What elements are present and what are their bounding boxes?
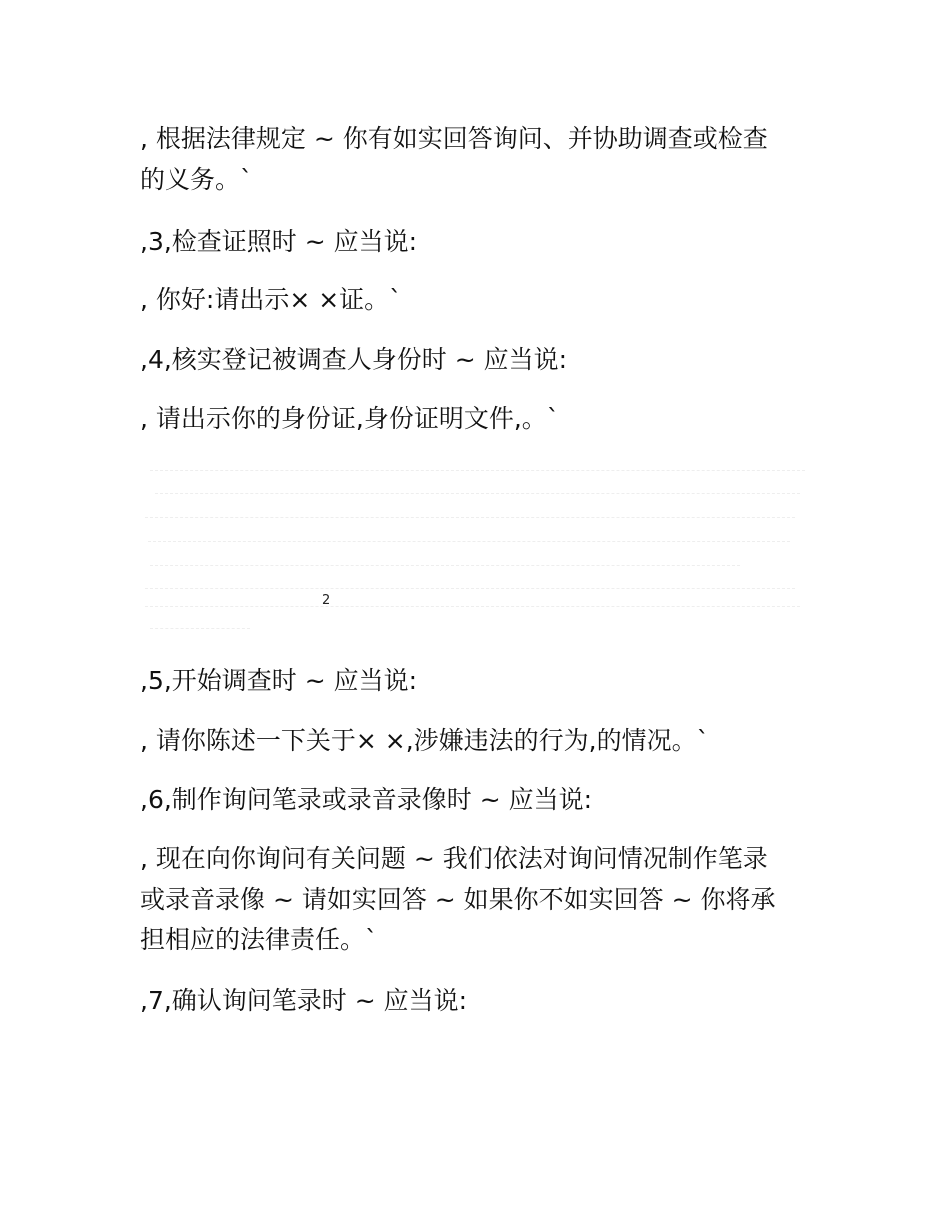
page-break-rule — [150, 470, 805, 471]
paragraph-record-line1: , 现在向你询问有关问题 ~ 我们依法对询问情况制作笔录 — [140, 844, 768, 873]
page-break-rule — [148, 541, 790, 542]
page-break-rule — [150, 565, 740, 566]
page-break-rule — [155, 493, 800, 494]
page-break-rule — [145, 588, 795, 589]
heading-confirm-record: ,7,确认询问笔录时 ~ 应当说: — [140, 986, 468, 1015]
paragraph-record-line3: 担相应的法律责任。` — [140, 925, 378, 954]
page-number: 2 — [322, 593, 331, 608]
page-break-rule — [145, 606, 800, 607]
paragraph-duty-line1: , 根据法律规定 ~ 你有如实回答询问、并协助调查或检查 — [140, 124, 768, 153]
heading-start-investigation: ,5,开始调查时 ~ 应当说: — [140, 666, 418, 695]
paragraph-describe-behavior: , 请你陈述一下关于× ×,涉嫌违法的行为,的情况。` — [140, 726, 710, 755]
page-break-rule — [150, 628, 250, 629]
paragraph-show-license: , 你好:请出示× ×证。` — [140, 285, 402, 314]
heading-check-license: ,3,检查证照时 ~ 应当说: — [140, 227, 418, 256]
paragraph-show-id: , 请出示你的身份证,身份证明文件,。` — [140, 404, 560, 433]
page-break-rule — [145, 517, 795, 518]
heading-make-record: ,6,制作询问笔录或录音录像时 ~ 应当说: — [140, 785, 593, 814]
heading-verify-identity: ,4,核实登记被调查人身份时 ~ 应当说: — [140, 345, 568, 374]
paragraph-record-line2: 或录音录像 ~ 请如实回答 ~ 如果你不如实回答 ~ 你将承 — [140, 885, 776, 914]
paragraph-duty-line2: 的义务。` — [140, 165, 253, 194]
